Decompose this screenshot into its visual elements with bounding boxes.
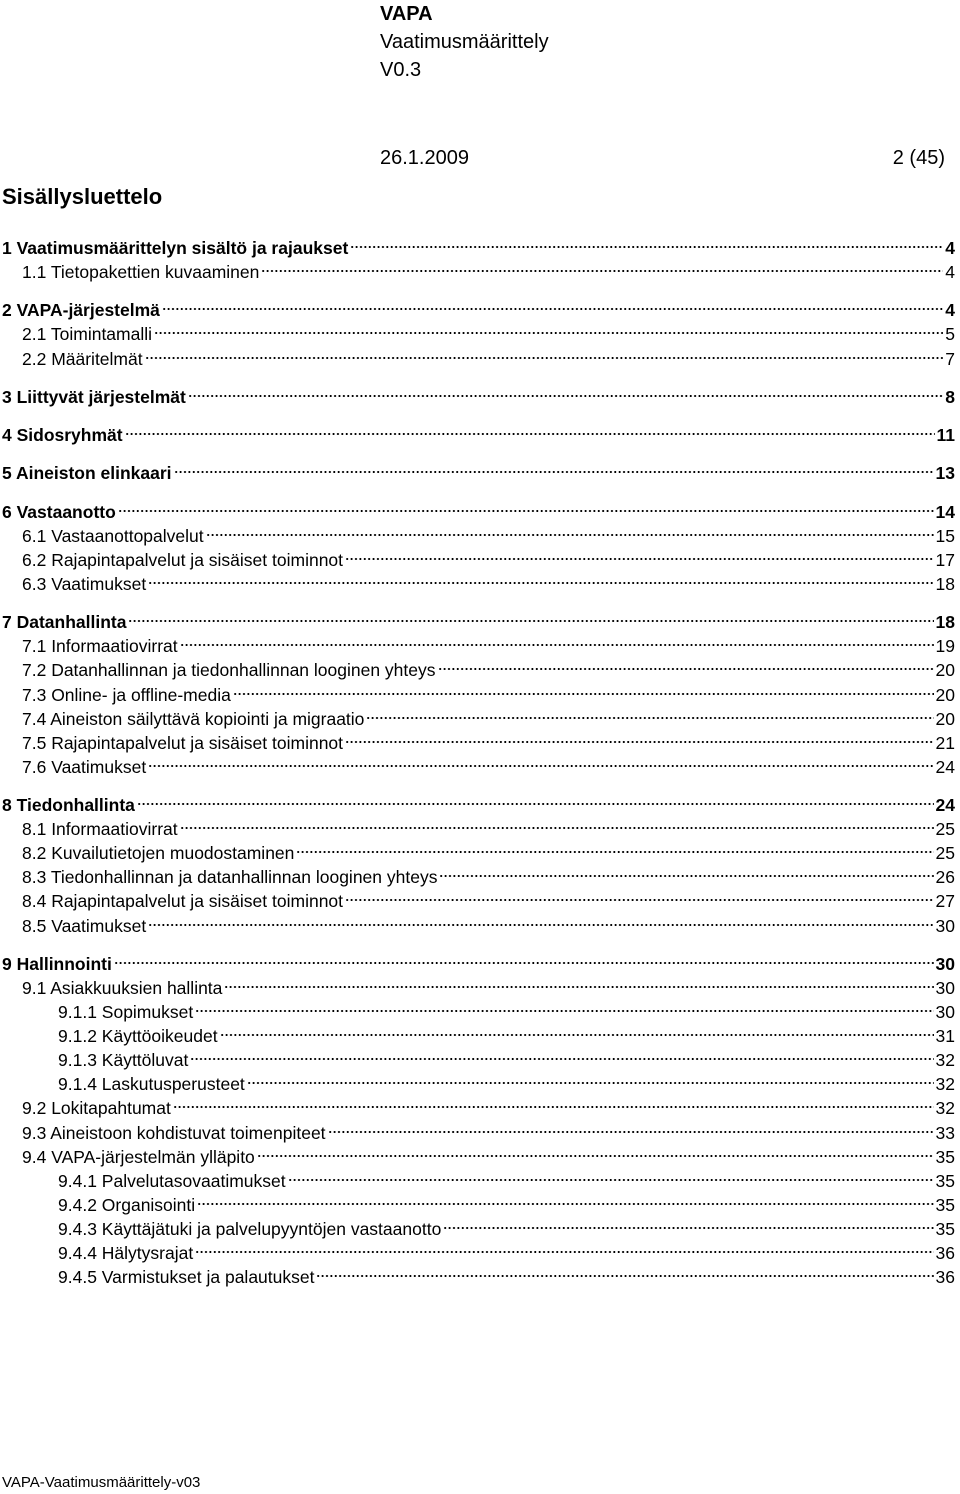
toc-entry-label: 1.1 Tietopakettien kuvaaminen bbox=[22, 262, 260, 283]
toc-dot-leader bbox=[125, 432, 935, 436]
toc-entry-label: 9.1.2 Käyttöoikeudet bbox=[58, 1026, 218, 1047]
toc-entry[interactable] bbox=[0, 1000, 955, 1024]
toc-entry-page: 20 bbox=[935, 708, 955, 729]
toc-entry-page: 26 bbox=[935, 867, 955, 888]
toc-entry-page: 5 bbox=[945, 324, 955, 345]
page-header bbox=[380, 0, 955, 172]
toc-entry-page: 4 bbox=[945, 300, 955, 321]
toc-entry[interactable] bbox=[0, 755, 955, 779]
toc-dot-leader bbox=[288, 1178, 934, 1182]
toc-entry-page: 36 bbox=[935, 1242, 955, 1263]
toc-entry[interactable] bbox=[0, 1121, 955, 1145]
toc-list bbox=[0, 236, 960, 1289]
toc-entry-page: 11 bbox=[936, 425, 955, 446]
toc-entry-label: 7.5 Rajapintapalvelut ja sisäiset toiminnot bbox=[22, 732, 344, 753]
toc-entry[interactable] bbox=[0, 707, 955, 731]
toc-entry-label: 9.4.1 Palvelutasovaatimukset bbox=[58, 1170, 286, 1191]
toc-dot-leader bbox=[174, 470, 934, 474]
toc-entry[interactable] bbox=[0, 347, 955, 371]
toc-dot-leader bbox=[439, 874, 933, 878]
toc-entry[interactable] bbox=[0, 1193, 955, 1217]
toc-entry-page: 14 bbox=[935, 501, 955, 522]
toc-entry[interactable] bbox=[0, 634, 955, 658]
toc-entry-page: 31 bbox=[935, 1026, 955, 1047]
toc-entry-label: 9.1.3 Käyttöluvat bbox=[58, 1050, 189, 1071]
toc-entry-label: 9.1 Asiakkuuksien hallinta bbox=[22, 977, 223, 998]
toc-dot-leader bbox=[118, 509, 934, 513]
toc-entry[interactable] bbox=[0, 236, 955, 260]
toc-entry-page: 18 bbox=[935, 573, 955, 594]
toc-dot-leader bbox=[195, 1250, 933, 1254]
toc-dot-leader bbox=[261, 269, 943, 273]
toc-dot-leader bbox=[137, 802, 934, 806]
toc-entry-page: 30 bbox=[935, 1002, 955, 1023]
toc-entry-page: 15 bbox=[935, 525, 955, 546]
toc-dot-leader bbox=[316, 1274, 933, 1278]
toc-dot-leader bbox=[443, 1226, 933, 1230]
toc-entry-page: 17 bbox=[935, 549, 955, 570]
toc-entry[interactable] bbox=[0, 1241, 955, 1265]
toc-entry-label: 9.2 Lokitapahtumat bbox=[22, 1098, 171, 1119]
toc-entry-label: 9.4.2 Organisointi bbox=[58, 1194, 196, 1215]
toc-entry-label: 8.5 Vaatimukset bbox=[22, 915, 147, 936]
toc-dot-leader bbox=[197, 1202, 933, 1206]
toc-dot-leader bbox=[173, 1105, 934, 1109]
toc-entry-label: 6 Vastaanotto bbox=[2, 501, 116, 522]
toc-entry-label: 9 Hallinnointi bbox=[2, 953, 112, 974]
toc-entry[interactable] bbox=[0, 1145, 955, 1169]
toc-entry-page: 30 bbox=[935, 915, 955, 936]
toc-entry-page: 25 bbox=[935, 819, 955, 840]
toc-dot-leader bbox=[257, 1154, 934, 1158]
toc-entry[interactable] bbox=[0, 658, 955, 682]
toc-entry-label: 7.4 Aineiston säilyttävä kopiointi ja migraatio bbox=[22, 708, 365, 729]
toc-entry-page: 35 bbox=[935, 1170, 955, 1191]
toc-dot-leader bbox=[345, 898, 934, 902]
toc-entry[interactable] bbox=[0, 524, 955, 548]
toc-entry-label: 3 Liittyvät järjestelmät bbox=[2, 386, 186, 407]
toc-entry-label: 6.2 Rajapintapalvelut ja sisäiset toiminnot bbox=[22, 549, 344, 570]
toc-dot-leader bbox=[345, 557, 934, 561]
toc-entry-page: 27 bbox=[935, 891, 955, 912]
toc-entry-page: 4 bbox=[945, 238, 955, 258]
toc-entry-label: 7.3 Online- ja offline-media bbox=[22, 684, 231, 705]
toc-entry-label: 7.2 Datanhallinnan ja tiedonhallinnan looginen yhteys bbox=[22, 660, 436, 681]
toc-entry[interactable] bbox=[0, 731, 955, 755]
toc-dot-leader bbox=[296, 850, 933, 854]
toc-entry-page: 30 bbox=[935, 977, 955, 998]
toc-entry-page: 20 bbox=[935, 684, 955, 705]
toc-entry[interactable] bbox=[0, 1096, 955, 1120]
toc-entry[interactable] bbox=[0, 914, 955, 938]
document-version: V0.3 bbox=[380, 59, 422, 81]
toc-dot-leader bbox=[128, 619, 933, 623]
toc-entry[interactable] bbox=[0, 385, 955, 409]
toc-entry[interactable] bbox=[0, 793, 955, 817]
toc-entry[interactable] bbox=[0, 298, 955, 322]
document-title: VAPA bbox=[380, 3, 433, 25]
toc-entry-label: 8.4 Rajapintapalvelut ja sisäiset toiminnot bbox=[22, 891, 344, 912]
toc-heading: Sisällysluettelo bbox=[2, 184, 163, 209]
toc-entry-label: 9.4.4 Hälytysrajat bbox=[58, 1242, 194, 1263]
toc-entry[interactable] bbox=[0, 889, 955, 913]
toc-entry-label: 9.4.5 Varmistukset ja palautukset bbox=[58, 1267, 315, 1288]
toc-entry[interactable] bbox=[0, 1072, 955, 1096]
toc-entry-page: 8 bbox=[945, 386, 955, 407]
toc-entry-page: 24 bbox=[935, 795, 955, 816]
toc-entry[interactable] bbox=[0, 1217, 955, 1241]
toc-entry[interactable] bbox=[0, 841, 955, 865]
toc-dot-leader bbox=[180, 643, 934, 647]
toc-entry-label: 9.4 VAPA-järjestelmän ylläpito bbox=[22, 1146, 255, 1167]
toc-entry-label: 9.1.1 Sopimukset bbox=[58, 1002, 194, 1023]
toc-dot-leader bbox=[162, 307, 943, 311]
toc-entry[interactable] bbox=[0, 260, 955, 284]
toc-entry-label: 8.3 Tiedonhallinnan ja datanhallinnan looginen yhteys bbox=[22, 867, 438, 888]
toc-entry-label: 8.1 Informaatiovirrat bbox=[22, 819, 178, 840]
toc-entry-label: 8.2 Kuvailutietojen muodostaminen bbox=[22, 843, 295, 864]
toc-dot-leader bbox=[148, 581, 933, 585]
toc-dot-leader bbox=[190, 1057, 933, 1061]
toc-entry[interactable] bbox=[0, 610, 955, 634]
toc-entry-page: 35 bbox=[935, 1194, 955, 1215]
toc-entry[interactable] bbox=[0, 1169, 955, 1193]
toc-dot-leader bbox=[148, 764, 933, 768]
toc-dot-leader bbox=[366, 716, 933, 720]
toc-entry-label: 9.4.3 Käyttäjätuki ja palvelupyyntöjen vastaanotto bbox=[58, 1218, 442, 1239]
toc-entry[interactable] bbox=[0, 683, 955, 707]
toc-dot-leader bbox=[233, 692, 934, 696]
page-number: 2 (45) bbox=[892, 147, 945, 169]
toc-entry[interactable] bbox=[0, 461, 955, 485]
toc-dot-leader bbox=[247, 1081, 934, 1085]
toc-dot-leader bbox=[328, 1130, 934, 1134]
toc-entry-page: 24 bbox=[935, 756, 955, 777]
toc-entry-page: 30 bbox=[935, 953, 955, 974]
toc-entry-label: 4 Sidosryhmät bbox=[2, 425, 123, 446]
toc-dot-leader bbox=[145, 356, 944, 360]
toc-dot-leader bbox=[148, 923, 933, 927]
document-date: 26.1.2009 bbox=[380, 147, 469, 169]
toc-entry[interactable] bbox=[0, 322, 955, 346]
toc-entry[interactable] bbox=[0, 976, 955, 1000]
toc-dot-leader bbox=[224, 985, 933, 989]
toc-dot-leader bbox=[180, 826, 934, 830]
toc-entry-label: 8 Tiedonhallinta bbox=[2, 795, 135, 816]
toc-entry-page: 32 bbox=[935, 1050, 955, 1071]
toc-dot-leader bbox=[195, 1009, 933, 1013]
toc-dot-leader bbox=[188, 394, 943, 398]
toc-entry-label: 9.3 Aineistoon kohdistuvat toimenpiteet bbox=[22, 1122, 326, 1143]
toc-entry-label: 2.1 Toimintamalli bbox=[22, 324, 153, 345]
toc-entry-page: 35 bbox=[935, 1218, 955, 1239]
toc-entry-label: 7 Datanhallinta bbox=[2, 612, 127, 633]
toc-dot-leader bbox=[114, 961, 934, 965]
toc-entry[interactable] bbox=[0, 572, 955, 596]
toc-entry[interactable] bbox=[0, 817, 955, 841]
toc-entry-page: 33 bbox=[935, 1122, 955, 1143]
toc-entry-label: 9.1.4 Laskutusperusteet bbox=[58, 1074, 245, 1095]
toc-entry[interactable] bbox=[0, 1024, 955, 1048]
toc-entry-page: 35 bbox=[935, 1146, 955, 1167]
toc-entry-page: 4 bbox=[945, 262, 955, 283]
toc-entry-page: 32 bbox=[935, 1074, 955, 1095]
toc-dot-leader bbox=[345, 740, 934, 744]
header-date-row bbox=[380, 144, 955, 172]
toc-entry-page: 21 bbox=[935, 732, 955, 753]
toc-dot-leader bbox=[350, 245, 943, 249]
toc-entry-label: 7.1 Informaatiovirrat bbox=[22, 636, 178, 657]
toc-entry-label: 2.2 Määritelmät bbox=[22, 348, 143, 369]
toc-entry-page: 20 bbox=[935, 660, 955, 681]
toc-dot-leader bbox=[206, 533, 934, 537]
toc-entry-page: 36 bbox=[935, 1267, 955, 1288]
toc-entry[interactable] bbox=[0, 952, 955, 976]
document-subtitle: Vaatimusmäärittely bbox=[380, 31, 549, 53]
toc-entry[interactable] bbox=[0, 548, 955, 572]
toc-entry-label: 2 VAPA-järjestelmä bbox=[2, 300, 160, 321]
toc-entry-page: 18 bbox=[935, 612, 955, 633]
toc-entry-label: 7.6 Vaatimukset bbox=[22, 756, 147, 777]
toc-entry[interactable] bbox=[0, 865, 955, 889]
toc-entry-label: 6.3 Vaatimukset bbox=[22, 573, 147, 594]
toc-entry-label: 6.1 Vastaanottopalvelut bbox=[22, 525, 204, 546]
toc-entry[interactable] bbox=[0, 423, 955, 447]
toc-dot-leader bbox=[438, 667, 934, 671]
toc-entry-label: 1 Vaatimusmäärittelyn sisältö ja rajaukset bbox=[2, 238, 349, 258]
toc-dot-leader bbox=[220, 1033, 934, 1037]
toc-entry-label: 5 Aineiston elinkaari bbox=[2, 463, 172, 484]
toc-entry-page: 13 bbox=[935, 463, 955, 484]
page-footer: VAPA-Vaatimusmäärittely-v03 bbox=[2, 1474, 201, 1491]
toc-dot-leader bbox=[154, 331, 943, 335]
toc-entry-page: 19 bbox=[935, 636, 955, 657]
toc-entry[interactable] bbox=[0, 1048, 955, 1072]
toc-entry[interactable] bbox=[0, 1265, 955, 1289]
toc-entry[interactable] bbox=[0, 500, 955, 524]
toc-entry-page: 25 bbox=[935, 843, 955, 864]
toc-entry-page: 32 bbox=[935, 1098, 955, 1119]
toc-entry-page: 7 bbox=[945, 348, 955, 369]
